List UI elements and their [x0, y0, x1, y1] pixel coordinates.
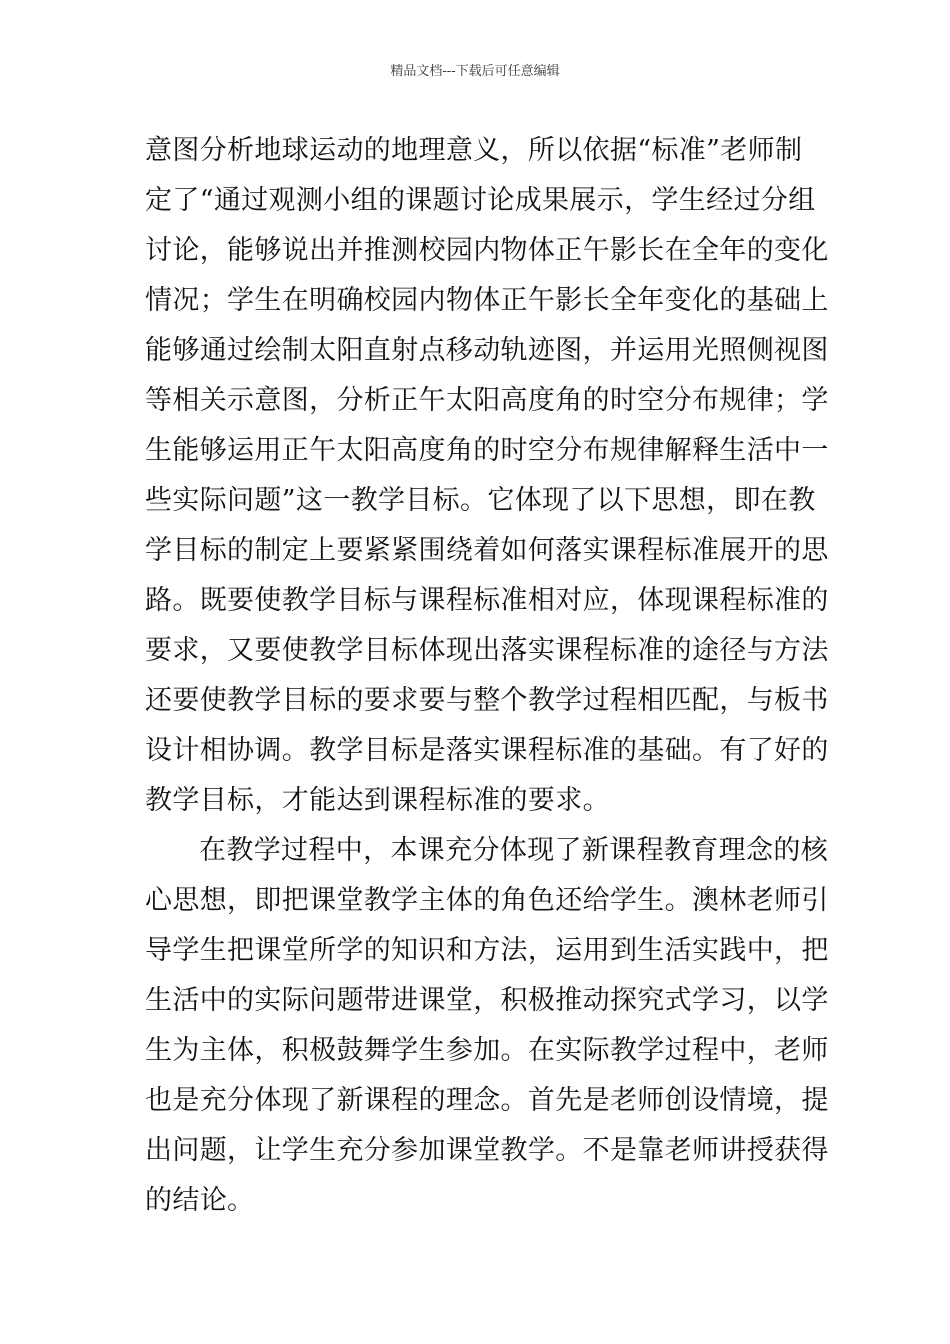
document-body: [145, 126, 829, 1226]
text-line: 学目标的制定上要紧紧围绕着如何落实课程标准展开的思: [145, 535, 829, 566]
text-line: 讨论，能够说出并推测校园内物体正午影长在全年的变化: [145, 235, 829, 266]
text-line: 情况；学生在明确校园内物体正午影长全年变化的基础上: [145, 285, 829, 316]
paragraph-1: [145, 126, 829, 826]
text-line: 定了“通过观测小组的课题讨论成果展示，学生经过分组: [145, 185, 816, 216]
text-line: 意图分析地球运动的地理意义，所以依据“标准”老师制: [145, 135, 803, 166]
text-line: 心思想，即把课堂教学主体的角色还给学生。澳林老师引: [145, 885, 829, 916]
text-line: 要求，又要使教学目标体现出落实课程标准的途径与方法: [145, 635, 829, 666]
text-line: 还要使教学目标的要求要与整个教学过程相匹配，与板书: [145, 685, 829, 716]
text-line: 能够通过绘制太阳直射点移动轨迹图，并运用光照侧视图: [145, 335, 829, 366]
text-line: 等相关示意图，分析正午太阳高度角的时空分布规律；学: [145, 385, 829, 416]
text-line: 教学目标，才能达到课程标准的要求。: [145, 785, 610, 816]
text-line: 生为主体，积极鼓舞学生参加。在实际教学过程中，老师: [145, 1035, 829, 1066]
page-header: 精品文档---下载后可任意编辑: [390, 64, 560, 79]
text-line: 生能够运用正午太阳高度角的时空分布规律解释生活中一: [145, 435, 829, 466]
text-line: 生活中的实际问题带进课堂，积极推动探究式学习，以学: [145, 985, 829, 1016]
text-line: 些实际问题”这一教学目标。它体现了以下思想，即在教: [145, 485, 816, 516]
text-line: 出问题，让学生充分参加课堂教学。不是靠老师讲授获得: [145, 1135, 829, 1166]
text-line: 导学生把课堂所学的知识和方法，运用到生活实践中，把: [145, 935, 829, 966]
text-line: 的结论。: [145, 1185, 255, 1216]
paragraph-2: [145, 826, 829, 1226]
text-line: 设计相协调。教学目标是落实课程标准的基础。有了好的: [145, 735, 829, 766]
text-line: 也是充分体现了新课程的理念。首先是老师创设情境，提: [145, 1085, 829, 1116]
text-line: 在教学过程中，本课充分体现了新课程教育理念的核: [199, 835, 829, 866]
text-line: 路。既要使教学目标与课程标准相对应，体现课程标准的: [145, 585, 829, 616]
